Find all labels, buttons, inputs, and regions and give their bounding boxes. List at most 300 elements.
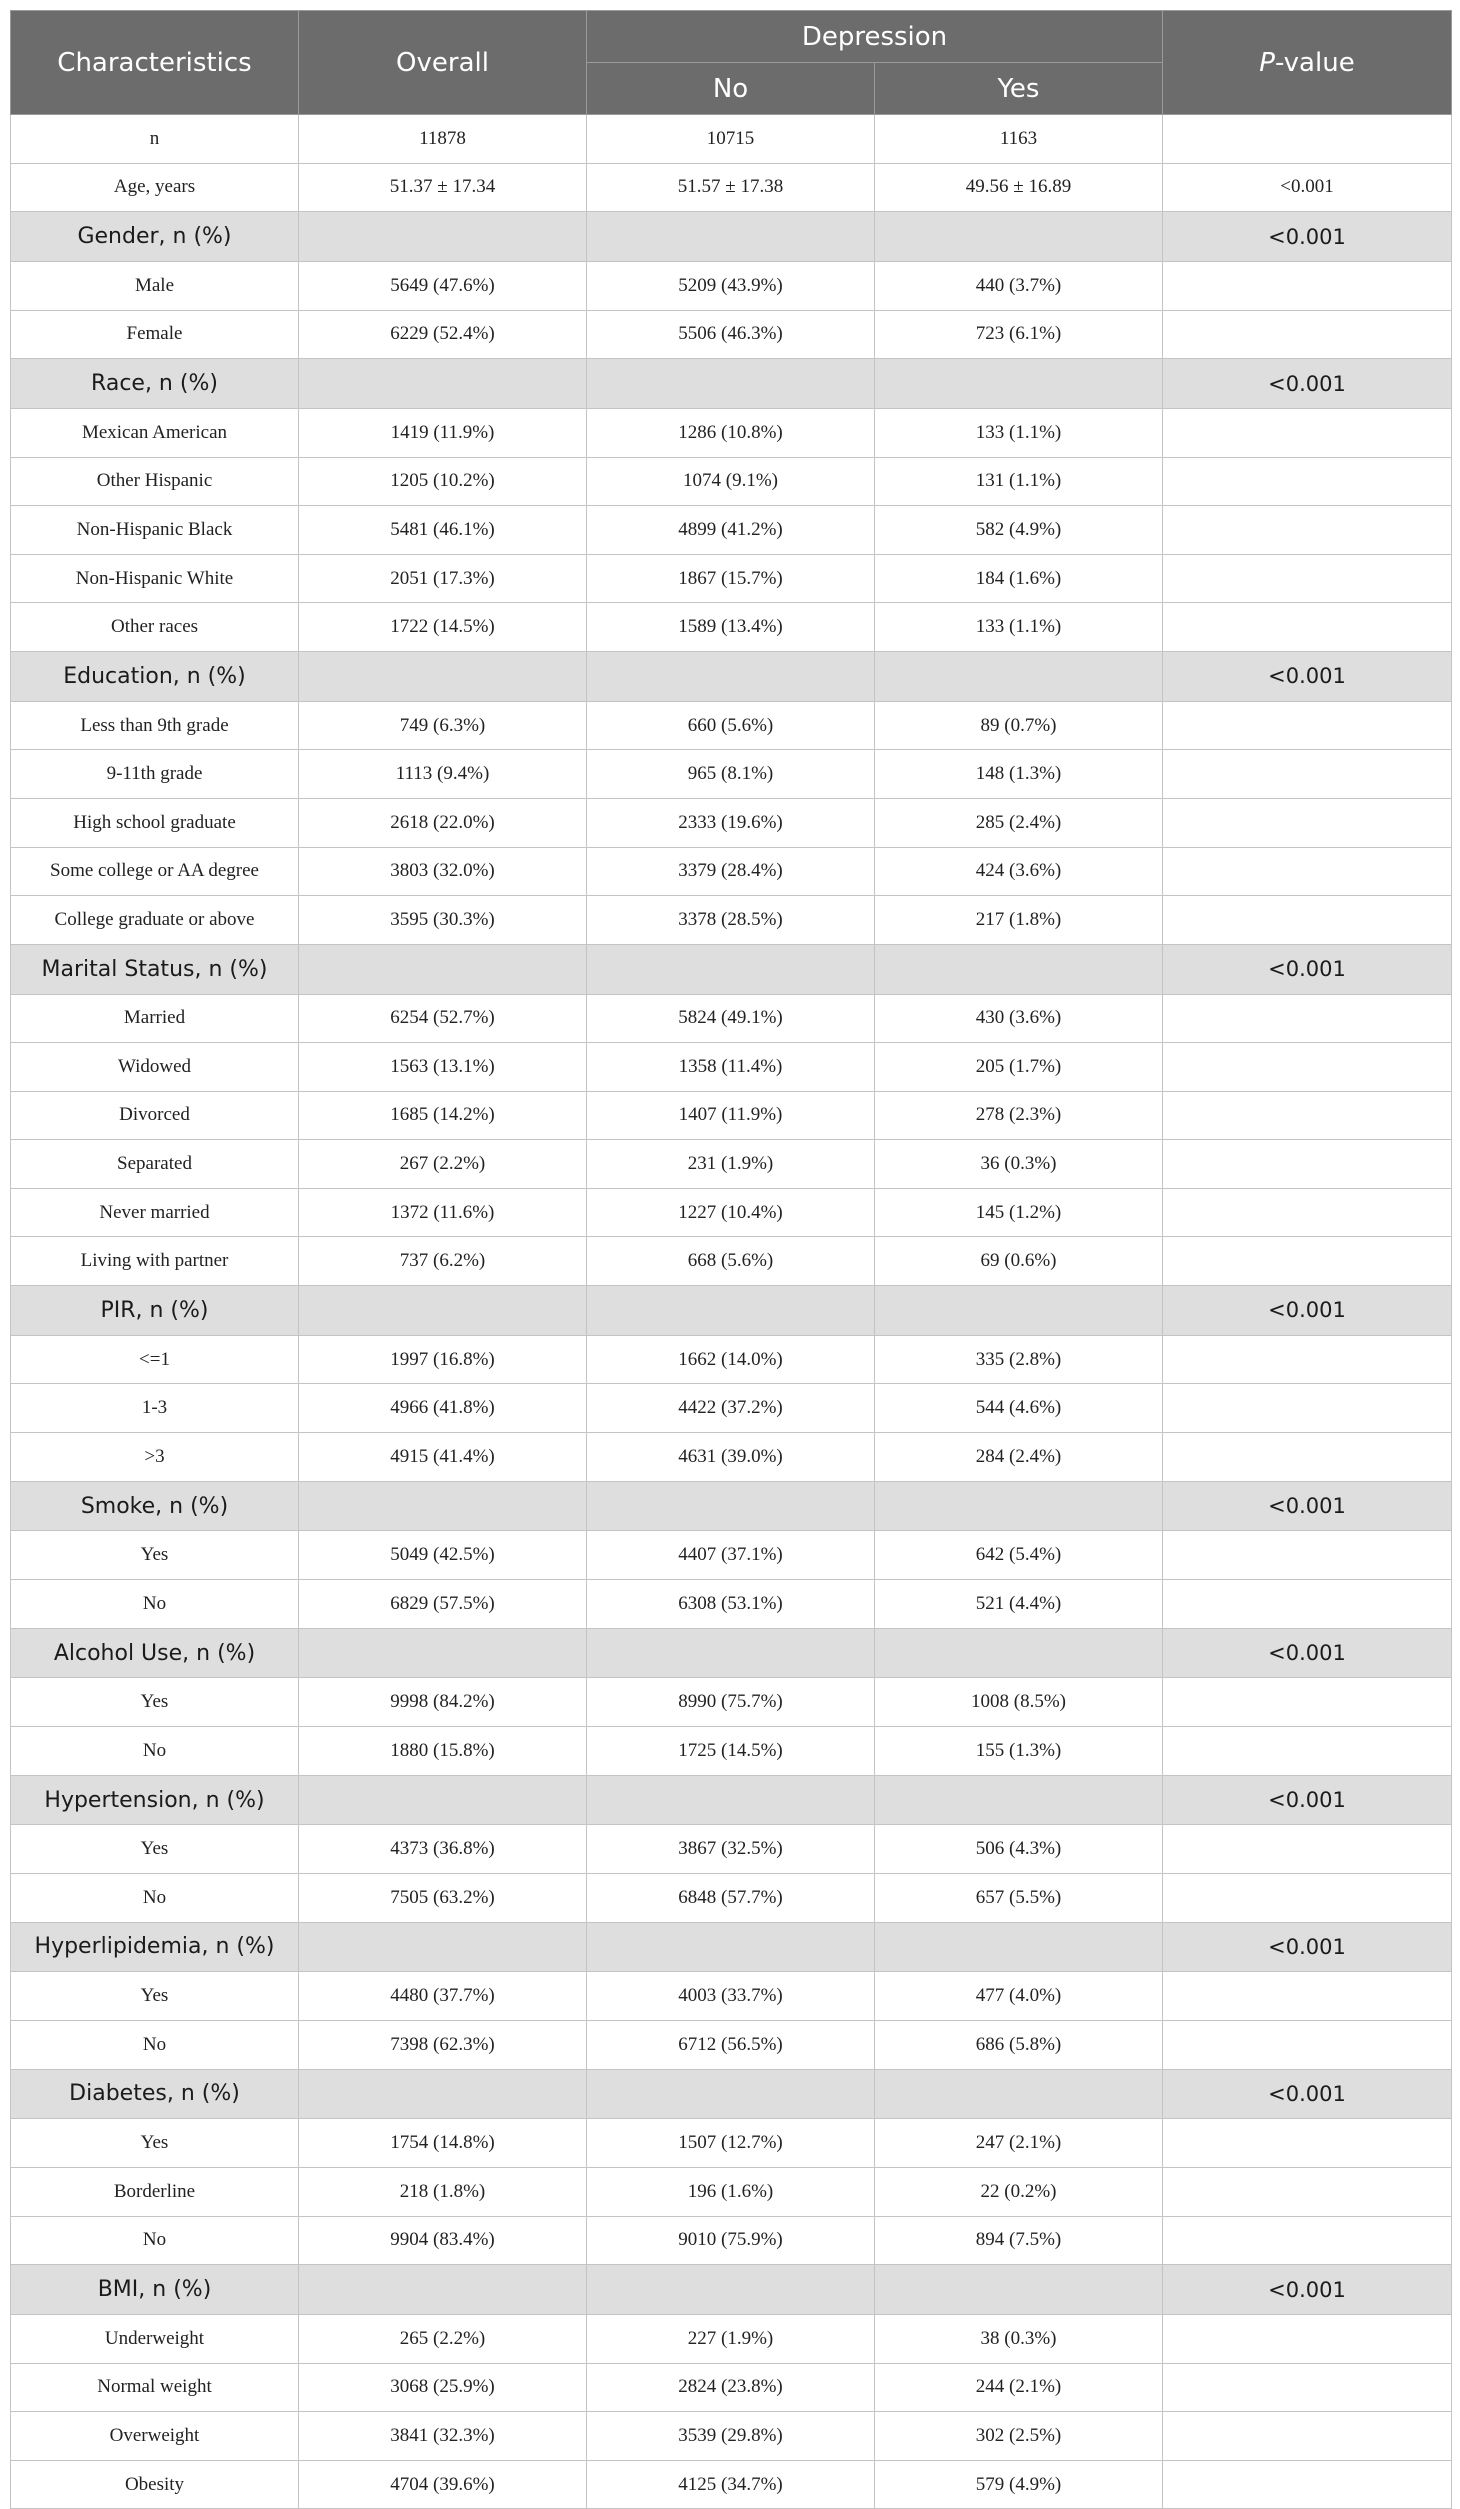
table-row xyxy=(11,1237,1452,1286)
section-no-empty xyxy=(587,651,875,701)
row-label: Non-Hispanic Black xyxy=(11,506,299,555)
cell-overall: 3595 (30.3%) xyxy=(299,896,587,945)
table-row xyxy=(11,1384,1452,1433)
table-row xyxy=(11,1874,1452,1923)
row-label: Overweight xyxy=(11,2412,299,2461)
cell-overall: 6829 (57.5%) xyxy=(299,1580,587,1629)
row-label: Divorced xyxy=(11,1091,299,1140)
cell-p-value xyxy=(1163,310,1452,359)
section-row xyxy=(11,1628,1452,1678)
cell-depression-no: 6848 (57.7%) xyxy=(587,1874,875,1923)
cell-overall: 4373 (36.8%) xyxy=(299,1825,587,1874)
table-row xyxy=(11,408,1452,457)
cell-p-value xyxy=(1163,2119,1452,2168)
cell-depression-no: 1074 (9.1%) xyxy=(587,457,875,506)
table-row xyxy=(11,2216,1452,2265)
cell-overall: 3803 (32.0%) xyxy=(299,847,587,896)
cell-overall: 7505 (63.2%) xyxy=(299,1874,587,1923)
cell-p-value xyxy=(1163,2412,1452,2461)
cell-depression-no: 3379 (28.4%) xyxy=(587,847,875,896)
cell-depression-no: 1358 (11.4%) xyxy=(587,1043,875,1092)
section-overall-empty xyxy=(299,359,587,409)
table-row xyxy=(11,798,1452,847)
cell-depression-yes: 38 (0.3%) xyxy=(875,2314,1163,2363)
row-label: Other races xyxy=(11,603,299,652)
section-p-value: <0.001 xyxy=(1163,359,1452,409)
row-label: Normal weight xyxy=(11,2363,299,2412)
cell-depression-yes: 335 (2.8%) xyxy=(875,1335,1163,1384)
cell-overall: 1754 (14.8%) xyxy=(299,2119,587,2168)
section-label: Alcohol Use, n (%) xyxy=(11,1628,299,1678)
cell-depression-no: 660 (5.6%) xyxy=(587,701,875,750)
section-row xyxy=(11,359,1452,409)
cell-depression-no: 1867 (15.7%) xyxy=(587,554,875,603)
cell-overall: 265 (2.2%) xyxy=(299,2314,587,2363)
section-no-empty xyxy=(587,212,875,262)
cell-overall: 9998 (84.2%) xyxy=(299,1678,587,1727)
table-row xyxy=(11,115,1452,164)
cell-depression-yes: 49.56 ± 16.89 xyxy=(875,163,1163,212)
section-row xyxy=(11,1286,1452,1336)
cell-p-value xyxy=(1163,1140,1452,1189)
cell-p-value xyxy=(1163,1335,1452,1384)
section-yes-empty xyxy=(875,2069,1163,2119)
cell-depression-yes: 579 (4.9%) xyxy=(875,2460,1163,2509)
cell-overall: 3068 (25.9%) xyxy=(299,2363,587,2412)
cell-p-value xyxy=(1163,2216,1452,2265)
section-no-empty xyxy=(587,2069,875,2119)
cell-depression-no: 1407 (11.9%) xyxy=(587,1091,875,1140)
cell-p-value xyxy=(1163,750,1452,799)
cell-overall: 5049 (42.5%) xyxy=(299,1531,587,1580)
cell-p-value xyxy=(1163,994,1452,1043)
row-label: Separated xyxy=(11,1140,299,1189)
cell-p-value xyxy=(1163,2167,1452,2216)
table-row xyxy=(11,457,1452,506)
row-label: Yes xyxy=(11,1825,299,1874)
cell-depression-no: 4407 (37.1%) xyxy=(587,1531,875,1580)
row-label: Yes xyxy=(11,1678,299,1727)
cell-depression-yes: 424 (3.6%) xyxy=(875,847,1163,896)
row-label: Yes xyxy=(11,1531,299,1580)
cell-depression-no: 4422 (37.2%) xyxy=(587,1384,875,1433)
table-row xyxy=(11,310,1452,359)
cell-depression-yes: 521 (4.4%) xyxy=(875,1580,1163,1629)
row-label: No xyxy=(11,1874,299,1923)
table-row xyxy=(11,506,1452,555)
section-overall-empty xyxy=(299,1922,587,1972)
section-label: PIR, n (%) xyxy=(11,1286,299,1336)
section-overall-empty xyxy=(299,1775,587,1825)
section-p-value: <0.001 xyxy=(1163,2069,1452,2119)
cell-depression-yes: 205 (1.7%) xyxy=(875,1043,1163,1092)
cell-overall: 1880 (15.8%) xyxy=(299,1727,587,1776)
section-label: Smoke, n (%) xyxy=(11,1481,299,1531)
row-label: Male xyxy=(11,261,299,310)
section-p-value: <0.001 xyxy=(1163,1286,1452,1336)
table-row xyxy=(11,554,1452,603)
cell-p-value xyxy=(1163,2020,1452,2069)
table-row xyxy=(11,2167,1452,2216)
section-p-value: <0.001 xyxy=(1163,1922,1452,1972)
section-p-value: <0.001 xyxy=(1163,944,1452,994)
cell-depression-no: 231 (1.9%) xyxy=(587,1140,875,1189)
table-row xyxy=(11,750,1452,799)
cell-depression-no: 51.57 ± 17.38 xyxy=(587,163,875,212)
cell-overall: 6229 (52.4%) xyxy=(299,310,587,359)
cell-depression-no: 4631 (39.0%) xyxy=(587,1433,875,1482)
row-label: Non-Hispanic White xyxy=(11,554,299,603)
section-no-empty xyxy=(587,1922,875,1972)
cell-depression-no: 668 (5.6%) xyxy=(587,1237,875,1286)
cell-depression-yes: 244 (2.1%) xyxy=(875,2363,1163,2412)
section-yes-empty xyxy=(875,1775,1163,1825)
header-overall: Overall xyxy=(299,11,587,115)
section-overall-empty xyxy=(299,651,587,701)
cell-p-value xyxy=(1163,1188,1452,1237)
header-p-italic: P xyxy=(1259,47,1275,78)
cell-depression-no: 1662 (14.0%) xyxy=(587,1335,875,1384)
section-no-empty xyxy=(587,2265,875,2315)
cell-overall: 1372 (11.6%) xyxy=(299,1188,587,1237)
row-label: Mexican American xyxy=(11,408,299,457)
cell-depression-yes: 131 (1.1%) xyxy=(875,457,1163,506)
header-depression: Depression xyxy=(587,11,1163,63)
cell-overall: 1113 (9.4%) xyxy=(299,750,587,799)
cell-depression-yes: 155 (1.3%) xyxy=(875,1727,1163,1776)
section-row xyxy=(11,1481,1452,1531)
row-label: No xyxy=(11,1727,299,1776)
section-p-value: <0.001 xyxy=(1163,2265,1452,2315)
cell-depression-no: 4003 (33.7%) xyxy=(587,1972,875,2021)
cell-depression-yes: 285 (2.4%) xyxy=(875,798,1163,847)
section-yes-empty xyxy=(875,1481,1163,1531)
cell-p-value xyxy=(1163,1433,1452,1482)
cell-overall: 737 (6.2%) xyxy=(299,1237,587,1286)
cell-p-value xyxy=(1163,554,1452,603)
header-depression-no: No xyxy=(587,63,875,115)
table-row xyxy=(11,1972,1452,2021)
section-yes-empty xyxy=(875,359,1163,409)
cell-overall: 4966 (41.8%) xyxy=(299,1384,587,1433)
section-yes-empty xyxy=(875,1286,1163,1336)
cell-depression-yes: 894 (7.5%) xyxy=(875,2216,1163,2265)
cell-depression-yes: 1008 (8.5%) xyxy=(875,1678,1163,1727)
section-overall-empty xyxy=(299,2069,587,2119)
row-label: <=1 xyxy=(11,1335,299,1384)
cell-overall: 9904 (83.4%) xyxy=(299,2216,587,2265)
row-label: Obesity xyxy=(11,2460,299,2509)
cell-overall: 267 (2.2%) xyxy=(299,1140,587,1189)
cell-overall: 4915 (41.4%) xyxy=(299,1433,587,1482)
cell-depression-no: 10715 xyxy=(587,115,875,164)
section-label: Diabetes, n (%) xyxy=(11,2069,299,2119)
section-no-empty xyxy=(587,944,875,994)
cell-overall: 4480 (37.7%) xyxy=(299,1972,587,2021)
cell-depression-yes: 430 (3.6%) xyxy=(875,994,1163,1043)
cell-depression-no: 5824 (49.1%) xyxy=(587,994,875,1043)
row-label: Underweight xyxy=(11,2314,299,2363)
section-no-empty xyxy=(587,1775,875,1825)
section-row xyxy=(11,1775,1452,1825)
table-body xyxy=(11,115,1452,2509)
cell-depression-yes: 278 (2.3%) xyxy=(875,1091,1163,1140)
cell-p-value xyxy=(1163,2363,1452,2412)
cell-depression-no: 3867 (32.5%) xyxy=(587,1825,875,1874)
cell-p-value xyxy=(1163,1091,1452,1140)
cell-p-value xyxy=(1163,701,1452,750)
section-yes-empty xyxy=(875,651,1163,701)
cell-p-value xyxy=(1163,1727,1452,1776)
table-row xyxy=(11,1825,1452,1874)
table-row xyxy=(11,2363,1452,2412)
cell-depression-yes: 184 (1.6%) xyxy=(875,554,1163,603)
characteristics-table xyxy=(10,10,1452,2509)
row-label: >3 xyxy=(11,1433,299,1482)
cell-overall: 2618 (22.0%) xyxy=(299,798,587,847)
row-label: Living with partner xyxy=(11,1237,299,1286)
cell-p-value xyxy=(1163,1874,1452,1923)
table-row xyxy=(11,2020,1452,2069)
cell-depression-yes: 89 (0.7%) xyxy=(875,701,1163,750)
section-p-value: <0.001 xyxy=(1163,212,1452,262)
section-row xyxy=(11,212,1452,262)
header-p-suffix: -value xyxy=(1274,47,1355,78)
table-row xyxy=(11,603,1452,652)
cell-depression-yes: 686 (5.8%) xyxy=(875,2020,1163,2069)
cell-overall: 5649 (47.6%) xyxy=(299,261,587,310)
section-yes-empty xyxy=(875,1922,1163,1972)
cell-depression-yes: 582 (4.9%) xyxy=(875,506,1163,555)
cell-p-value xyxy=(1163,1237,1452,1286)
cell-depression-no: 1507 (12.7%) xyxy=(587,2119,875,2168)
row-label: 9-11th grade xyxy=(11,750,299,799)
section-label: Gender, n (%) xyxy=(11,212,299,262)
cell-p-value xyxy=(1163,1580,1452,1629)
cell-depression-no: 6308 (53.1%) xyxy=(587,1580,875,1629)
table-row xyxy=(11,1140,1452,1189)
cell-depression-yes: 284 (2.4%) xyxy=(875,1433,1163,1482)
cell-depression-no: 965 (8.1%) xyxy=(587,750,875,799)
cell-depression-no: 5506 (46.3%) xyxy=(587,310,875,359)
table-row xyxy=(11,1188,1452,1237)
cell-depression-yes: 133 (1.1%) xyxy=(875,603,1163,652)
row-label: Less than 9th grade xyxy=(11,701,299,750)
section-overall-empty xyxy=(299,1628,587,1678)
cell-p-value xyxy=(1163,847,1452,896)
section-p-value: <0.001 xyxy=(1163,651,1452,701)
cell-depression-yes: 247 (2.1%) xyxy=(875,2119,1163,2168)
section-yes-empty xyxy=(875,1628,1163,1678)
table-row xyxy=(11,896,1452,945)
section-label: Hyperlipidemia, n (%) xyxy=(11,1922,299,1972)
table-row xyxy=(11,2314,1452,2363)
cell-depression-yes: 36 (0.3%) xyxy=(875,1140,1163,1189)
row-label: n xyxy=(11,115,299,164)
section-p-value: <0.001 xyxy=(1163,1628,1452,1678)
section-overall-empty xyxy=(299,944,587,994)
row-label: Female xyxy=(11,310,299,359)
cell-depression-yes: 657 (5.5%) xyxy=(875,1874,1163,1923)
cell-overall: 1685 (14.2%) xyxy=(299,1091,587,1140)
section-overall-empty xyxy=(299,1481,587,1531)
table-row xyxy=(11,2412,1452,2461)
cell-p-value: <0.001 xyxy=(1163,163,1452,212)
cell-depression-no: 1227 (10.4%) xyxy=(587,1188,875,1237)
cell-p-value xyxy=(1163,1972,1452,2021)
cell-p-value xyxy=(1163,2460,1452,2509)
row-label: Other Hispanic xyxy=(11,457,299,506)
cell-depression-no: 1589 (13.4%) xyxy=(587,603,875,652)
cell-depression-no: 1286 (10.8%) xyxy=(587,408,875,457)
cell-overall: 11878 xyxy=(299,115,587,164)
table-row xyxy=(11,1091,1452,1140)
row-label: Borderline xyxy=(11,2167,299,2216)
cell-depression-yes: 642 (5.4%) xyxy=(875,1531,1163,1580)
cell-p-value xyxy=(1163,1384,1452,1433)
cell-depression-yes: 544 (4.6%) xyxy=(875,1384,1163,1433)
cell-overall: 2051 (17.3%) xyxy=(299,554,587,603)
row-label: Married xyxy=(11,994,299,1043)
row-label: High school graduate xyxy=(11,798,299,847)
section-yes-empty xyxy=(875,212,1163,262)
section-row xyxy=(11,651,1452,701)
cell-p-value xyxy=(1163,1531,1452,1580)
section-row xyxy=(11,2265,1452,2315)
cell-p-value xyxy=(1163,603,1452,652)
cell-overall: 6254 (52.7%) xyxy=(299,994,587,1043)
table-row xyxy=(11,2119,1452,2168)
cell-p-value xyxy=(1163,261,1452,310)
cell-depression-no: 2333 (19.6%) xyxy=(587,798,875,847)
section-overall-empty xyxy=(299,2265,587,2315)
table-row xyxy=(11,847,1452,896)
cell-depression-no: 227 (1.9%) xyxy=(587,2314,875,2363)
header-p-value xyxy=(1163,11,1452,115)
cell-overall: 7398 (62.3%) xyxy=(299,2020,587,2069)
section-overall-empty xyxy=(299,1286,587,1336)
section-p-value: <0.001 xyxy=(1163,1775,1452,1825)
cell-depression-yes: 22 (0.2%) xyxy=(875,2167,1163,2216)
row-label: No xyxy=(11,2216,299,2265)
table-row xyxy=(11,2460,1452,2509)
cell-depression-yes: 145 (1.2%) xyxy=(875,1188,1163,1237)
cell-p-value xyxy=(1163,2314,1452,2363)
cell-overall: 5481 (46.1%) xyxy=(299,506,587,555)
section-yes-empty xyxy=(875,944,1163,994)
cell-p-value xyxy=(1163,1825,1452,1874)
header-characteristics: Characteristics xyxy=(11,11,299,115)
cell-p-value xyxy=(1163,506,1452,555)
cell-depression-yes: 1163 xyxy=(875,115,1163,164)
cell-depression-no: 5209 (43.9%) xyxy=(587,261,875,310)
cell-depression-no: 9010 (75.9%) xyxy=(587,2216,875,2265)
table-row xyxy=(11,163,1452,212)
cell-depression-yes: 69 (0.6%) xyxy=(875,1237,1163,1286)
cell-overall: 1997 (16.8%) xyxy=(299,1335,587,1384)
section-no-empty xyxy=(587,359,875,409)
header-depression-yes: Yes xyxy=(875,63,1163,115)
section-p-value: <0.001 xyxy=(1163,1481,1452,1531)
section-row xyxy=(11,2069,1452,2119)
cell-depression-yes: 723 (6.1%) xyxy=(875,310,1163,359)
cell-overall: 749 (6.3%) xyxy=(299,701,587,750)
row-label: No xyxy=(11,2020,299,2069)
cell-depression-yes: 506 (4.3%) xyxy=(875,1825,1163,1874)
table-row xyxy=(11,1433,1452,1482)
cell-depression-yes: 302 (2.5%) xyxy=(875,2412,1163,2461)
cell-p-value xyxy=(1163,896,1452,945)
cell-p-value xyxy=(1163,1678,1452,1727)
row-label: 1-3 xyxy=(11,1384,299,1433)
table-row xyxy=(11,1678,1452,1727)
cell-depression-no: 196 (1.6%) xyxy=(587,2167,875,2216)
table-row xyxy=(11,994,1452,1043)
cell-p-value xyxy=(1163,408,1452,457)
cell-overall: 51.37 ± 17.34 xyxy=(299,163,587,212)
row-label: College graduate or above xyxy=(11,896,299,945)
cell-depression-yes: 477 (4.0%) xyxy=(875,1972,1163,2021)
section-no-empty xyxy=(587,1628,875,1678)
cell-depression-no: 1725 (14.5%) xyxy=(587,1727,875,1776)
section-label: BMI, n (%) xyxy=(11,2265,299,2315)
cell-p-value xyxy=(1163,457,1452,506)
section-row xyxy=(11,1922,1452,1972)
cell-p-value xyxy=(1163,1043,1452,1092)
cell-depression-no: 6712 (56.5%) xyxy=(587,2020,875,2069)
table-row xyxy=(11,1580,1452,1629)
row-label: Widowed xyxy=(11,1043,299,1092)
cell-p-value xyxy=(1163,115,1452,164)
section-label: Education, n (%) xyxy=(11,651,299,701)
section-label: Marital Status, n (%) xyxy=(11,944,299,994)
cell-overall: 1563 (13.1%) xyxy=(299,1043,587,1092)
cell-depression-yes: 133 (1.1%) xyxy=(875,408,1163,457)
row-label: No xyxy=(11,1580,299,1629)
cell-overall: 3841 (32.3%) xyxy=(299,2412,587,2461)
table-row xyxy=(11,1043,1452,1092)
section-label: Race, n (%) xyxy=(11,359,299,409)
cell-depression-no: 8990 (75.7%) xyxy=(587,1678,875,1727)
section-label: Hypertension, n (%) xyxy=(11,1775,299,1825)
table-row xyxy=(11,1727,1452,1776)
table-header xyxy=(11,11,1452,115)
row-label: Never married xyxy=(11,1188,299,1237)
cell-overall: 4704 (39.6%) xyxy=(299,2460,587,2509)
cell-p-value xyxy=(1163,798,1452,847)
cell-depression-no: 3539 (29.8%) xyxy=(587,2412,875,2461)
section-no-empty xyxy=(587,1481,875,1531)
section-overall-empty xyxy=(299,212,587,262)
cell-overall: 1205 (10.2%) xyxy=(299,457,587,506)
section-row xyxy=(11,944,1452,994)
table-row xyxy=(11,1531,1452,1580)
table-row xyxy=(11,1335,1452,1384)
cell-overall: 1722 (14.5%) xyxy=(299,603,587,652)
section-yes-empty xyxy=(875,2265,1163,2315)
cell-depression-yes: 440 (3.7%) xyxy=(875,261,1163,310)
cell-depression-yes: 217 (1.8%) xyxy=(875,896,1163,945)
cell-overall: 1419 (11.9%) xyxy=(299,408,587,457)
cell-depression-no: 2824 (23.8%) xyxy=(587,2363,875,2412)
table-row xyxy=(11,701,1452,750)
cell-overall: 218 (1.8%) xyxy=(299,2167,587,2216)
cell-depression-no: 4125 (34.7%) xyxy=(587,2460,875,2509)
row-label: Yes xyxy=(11,2119,299,2168)
cell-depression-no: 4899 (41.2%) xyxy=(587,506,875,555)
cell-depression-no: 3378 (28.5%) xyxy=(587,896,875,945)
section-no-empty xyxy=(587,1286,875,1336)
